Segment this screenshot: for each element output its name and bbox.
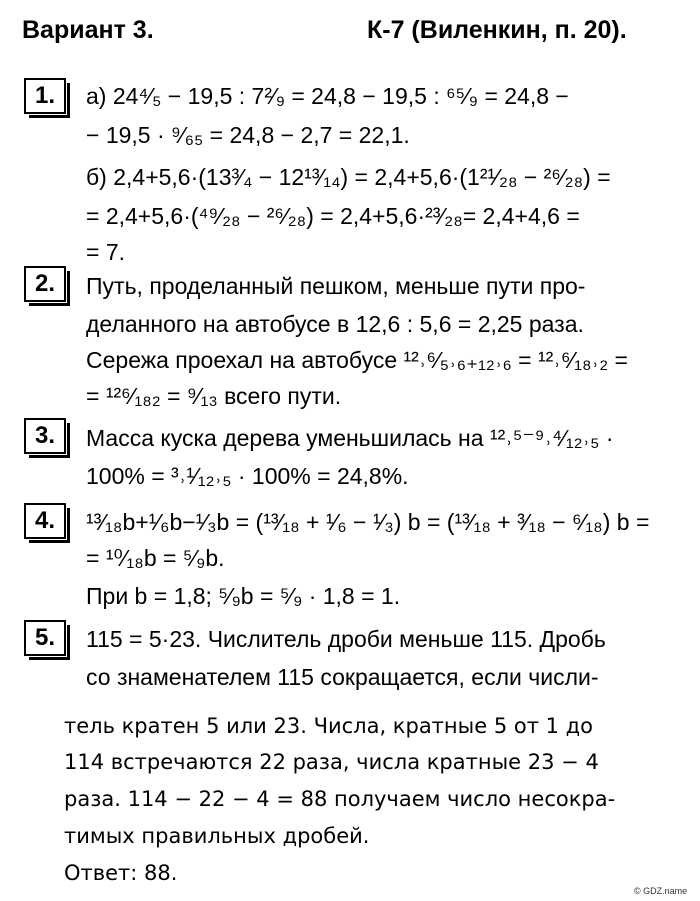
problem-5-cont-line-3: раза. 114 − 22 − 4 = 88 получаем число несокра- [64, 787, 616, 811]
variant-title: Вариант 3. [22, 16, 154, 44]
problem-1-line-2: − 19,5 · ⁹⁄₆₅ = 24,8 − 2,7 = 22,1. [86, 122, 410, 148]
problem-1-line-4: = 2,4+5,6·(⁴⁹⁄₂₈ − ²⁶⁄₂₈) = 2,4+5,6·²³⁄₂₈= 2,4+4,6 = [86, 203, 580, 229]
problem-4-line-1: ¹³⁄₁₈b+¹⁄₆b−¹⁄₃b = (¹³⁄₁₈ + ¹⁄₆ − ¹⁄₃) b = (¹³⁄₁₈ + ³⁄₁₈ − ⁶⁄₁₈) b = [86, 509, 650, 535]
test-title: К-7 (Виленкин, п. 20). [367, 16, 627, 44]
watermark: © GDZ.name [634, 886, 688, 896]
problem-number-2: 2. [24, 266, 66, 302]
problem-number-1: 1. [24, 78, 66, 114]
problem-2-line-4: = ¹²⁶⁄₁₈₂ = ⁹⁄₁₃ всего пути. [86, 383, 342, 409]
problem-2-line-2: деланного на автобусе в 12,6 : 5,6 = 2,25 раза. [86, 311, 584, 337]
problem-4-line-2: = ¹⁰⁄₁₈b = ⁵⁄₉b. [86, 545, 225, 571]
problem-number-3: 3. [24, 418, 66, 454]
problem-5-cont-line-4: тимых правильных дробей. [64, 824, 370, 848]
problem-5-line-2: со знаменателем 115 сокращается, если числи- [86, 664, 599, 690]
problem-3-line-1: Масса куска дерева уменьшилась на ¹²˒⁵⁻⁹˒⁴⁄₁₂˒₅ · [86, 425, 614, 451]
problem-5-cont-line-1: тель кратен 5 или 23. Числа, кратные 5 от 1 до [64, 714, 594, 738]
problem-2-line-1: Путь, проделанный пешком, меньше пути про- [86, 273, 586, 299]
problem-number-5: 5. [24, 620, 66, 656]
problem-5-line-1: 115 = 5·23. Числитель дроби меньше 115. Дробь [86, 626, 606, 652]
problem-1-line-5: = 7. [86, 239, 126, 265]
problem-2-line-3: Сережа проехал на автобусе ¹²˒⁶⁄₅˒₆₊₁₂˒₆ = ¹²˒⁶⁄₁₈˒₂ = [86, 347, 628, 373]
problem-4-line-3: При b = 1,8; ⁵⁄₉b = ⁵⁄₉ · 1,8 = 1. [86, 583, 401, 609]
problem-number-4: 4. [24, 503, 66, 539]
problem-3-line-2: 100% = ³˒¹⁄₁₂˒₅ · 100% = 24,8%. [86, 463, 409, 489]
problem-5-answer: Ответ: 88. [64, 861, 178, 885]
problem-1-line-1: а) 24⁴⁄₅ − 19,5 : 7²⁄₉ = 24,8 − 19,5 : ⁶⁵⁄₉ = 24,8 − [86, 83, 569, 109]
problem-1-line-3: б) 2,4+5,6·(13³⁄₄ − 12¹³⁄₁₄) = 2,4+5,6·(1²¹⁄₂₈ − ²⁶⁄₂₈) = [86, 164, 611, 190]
problem-5-cont-line-2: 114 встречаются 22 раза, числа кратные 23 − 4 [64, 750, 599, 774]
